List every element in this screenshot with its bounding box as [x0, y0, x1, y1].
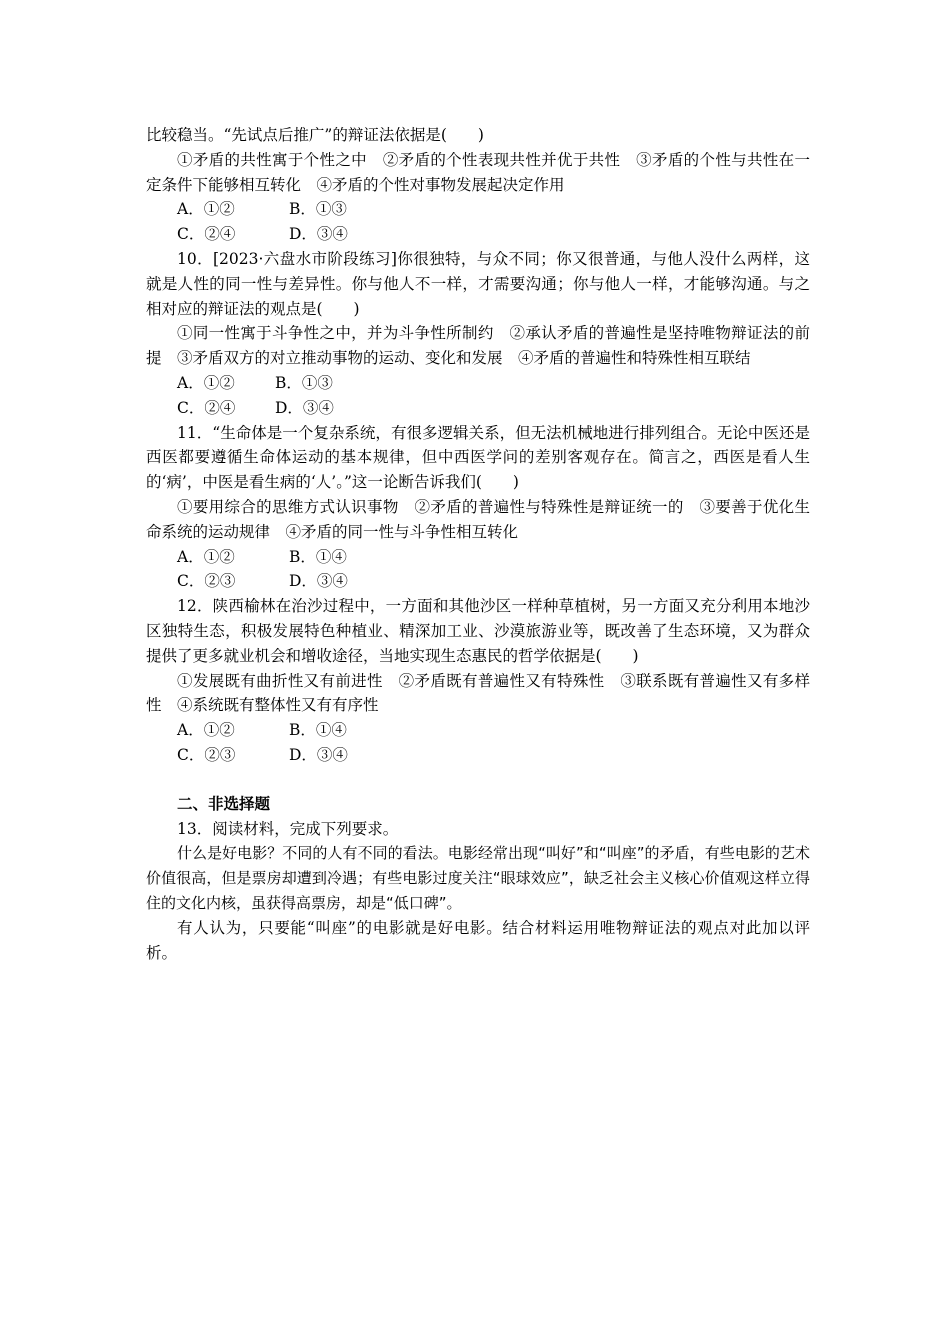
q11-option-b: B．①④: [289, 547, 347, 566]
q10-options-row-1: [146, 371, 810, 396]
q10-options-row-2: [146, 396, 810, 421]
q11-option-c: C．②③: [177, 572, 236, 591]
q10-stem: 10．[2023·六盘水市阶段练习]你很独特，与众不同；你又很普通，与他人没什么两样，这就是人性的同一性与差异性。你与他人不一样，才需要沟通；你与他人一样，才能够沟通。与之相对应的辩证法的观点是( ): [146, 249, 810, 318]
q9-option-d: D．③④: [289, 225, 348, 244]
q11-stem: 11．“生命体是一个复杂系统，有很多逻辑关系，但无法机械地进行排列组合。无论中医还是西医都要遵循生命体运动的基本规律，但中西医学问的差别客观存在。简言之，西医是看人生的‘病’，中医是看生病的‘人’。”这一论断告诉我们( ): [146, 423, 810, 492]
q12-statements: ①发展既有曲折性又有前进性 ②矛盾既有普遍性又有特殊性 ③联系既有普遍性又有多样性 ④系统既有整体性又有有序性: [146, 671, 810, 715]
q9-statements: ①矛盾的共性寓于个性之中 ②矛盾的个性表现共性并优于共性 ③矛盾的个性与共性在一定条件下能够相互转化 ④矛盾的个性对事物发展起决定作用: [146, 150, 810, 194]
q11-option-a: A．①②: [177, 547, 235, 566]
q12-options-row-2: [146, 743, 810, 768]
q10-option-a: A．①②: [177, 373, 235, 392]
q13-material: 什么是好电影？不同的人有不同的看法。电影经常出现“叫好”和“叫座”的矛盾，有些电影的艺术价值很高，但是票房却遭到冷遇；有些电影过度关注“眼球效应”，缺乏社会主义核心价值观这样立得住的文化内核，虽获得高票房，却是“低口碑”。: [146, 844, 810, 912]
q12-option-c: C．②③: [177, 745, 236, 764]
section-title-non-choice: 二、非选择题: [177, 793, 271, 813]
document-page: [146, 123, 810, 965]
q12-option-b: B．①④: [289, 721, 347, 740]
q13-question: 有人认为，只要能“叫座”的电影就是好电影。结合材料运用唯物辩证法的观点对此加以评析。: [146, 918, 810, 962]
q10-option-d: D．③④: [275, 398, 334, 417]
q13-stem: 13．阅读材料，完成下列要求。: [177, 819, 399, 838]
q11-options-row-1: [146, 545, 810, 570]
q9-options-row-2: [146, 222, 810, 247]
q12-options-row-1: [146, 718, 810, 743]
q9-option-a: A．①②: [177, 200, 235, 219]
q10-statements: ①同一性寓于斗争性之中，并为斗争性所制约 ②承认矛盾的普遍性是坚持唯物辩证法的前提 ③矛盾双方的对立推动事物的运动、变化和发展 ④矛盾的普遍性和特殊性相互联结: [146, 324, 810, 368]
q12-option-a: A．①②: [177, 721, 235, 740]
q11-option-d: D．③④: [289, 572, 348, 591]
q12-stem: 12．陕西榆林在治沙过程中，一方面和其他沙区一样种草植树，另一方面又充分利用本地沙区独特生态，积极发展特色种植业、精深加工业、沙漠旅游业等，既改善了生态环境，又为群众提供了更多就业机会和增收途径，当地实现生态惠民的哲学依据是( ): [146, 597, 810, 665]
q9-options-row-1: [146, 197, 810, 222]
q11-options-row-2: [146, 569, 810, 594]
q10-option-b: B．①③: [275, 373, 333, 392]
q11-statements: ①要用综合的思维方式认识事物 ②矛盾的普遍性与特殊性是辩证统一的 ③要善于优化生命系统的运动规律 ④矛盾的同一性与斗争性相互转化: [146, 497, 810, 541]
q12-option-d: D．③④: [289, 745, 348, 764]
q9-stem: 比较稳当。“先试点后推广”的辩证法依据是( ): [146, 126, 484, 144]
q9-option-b: B．①③: [289, 200, 347, 219]
q9-option-c: C．②④: [177, 225, 236, 244]
q10-option-c: C．②④: [177, 398, 236, 417]
